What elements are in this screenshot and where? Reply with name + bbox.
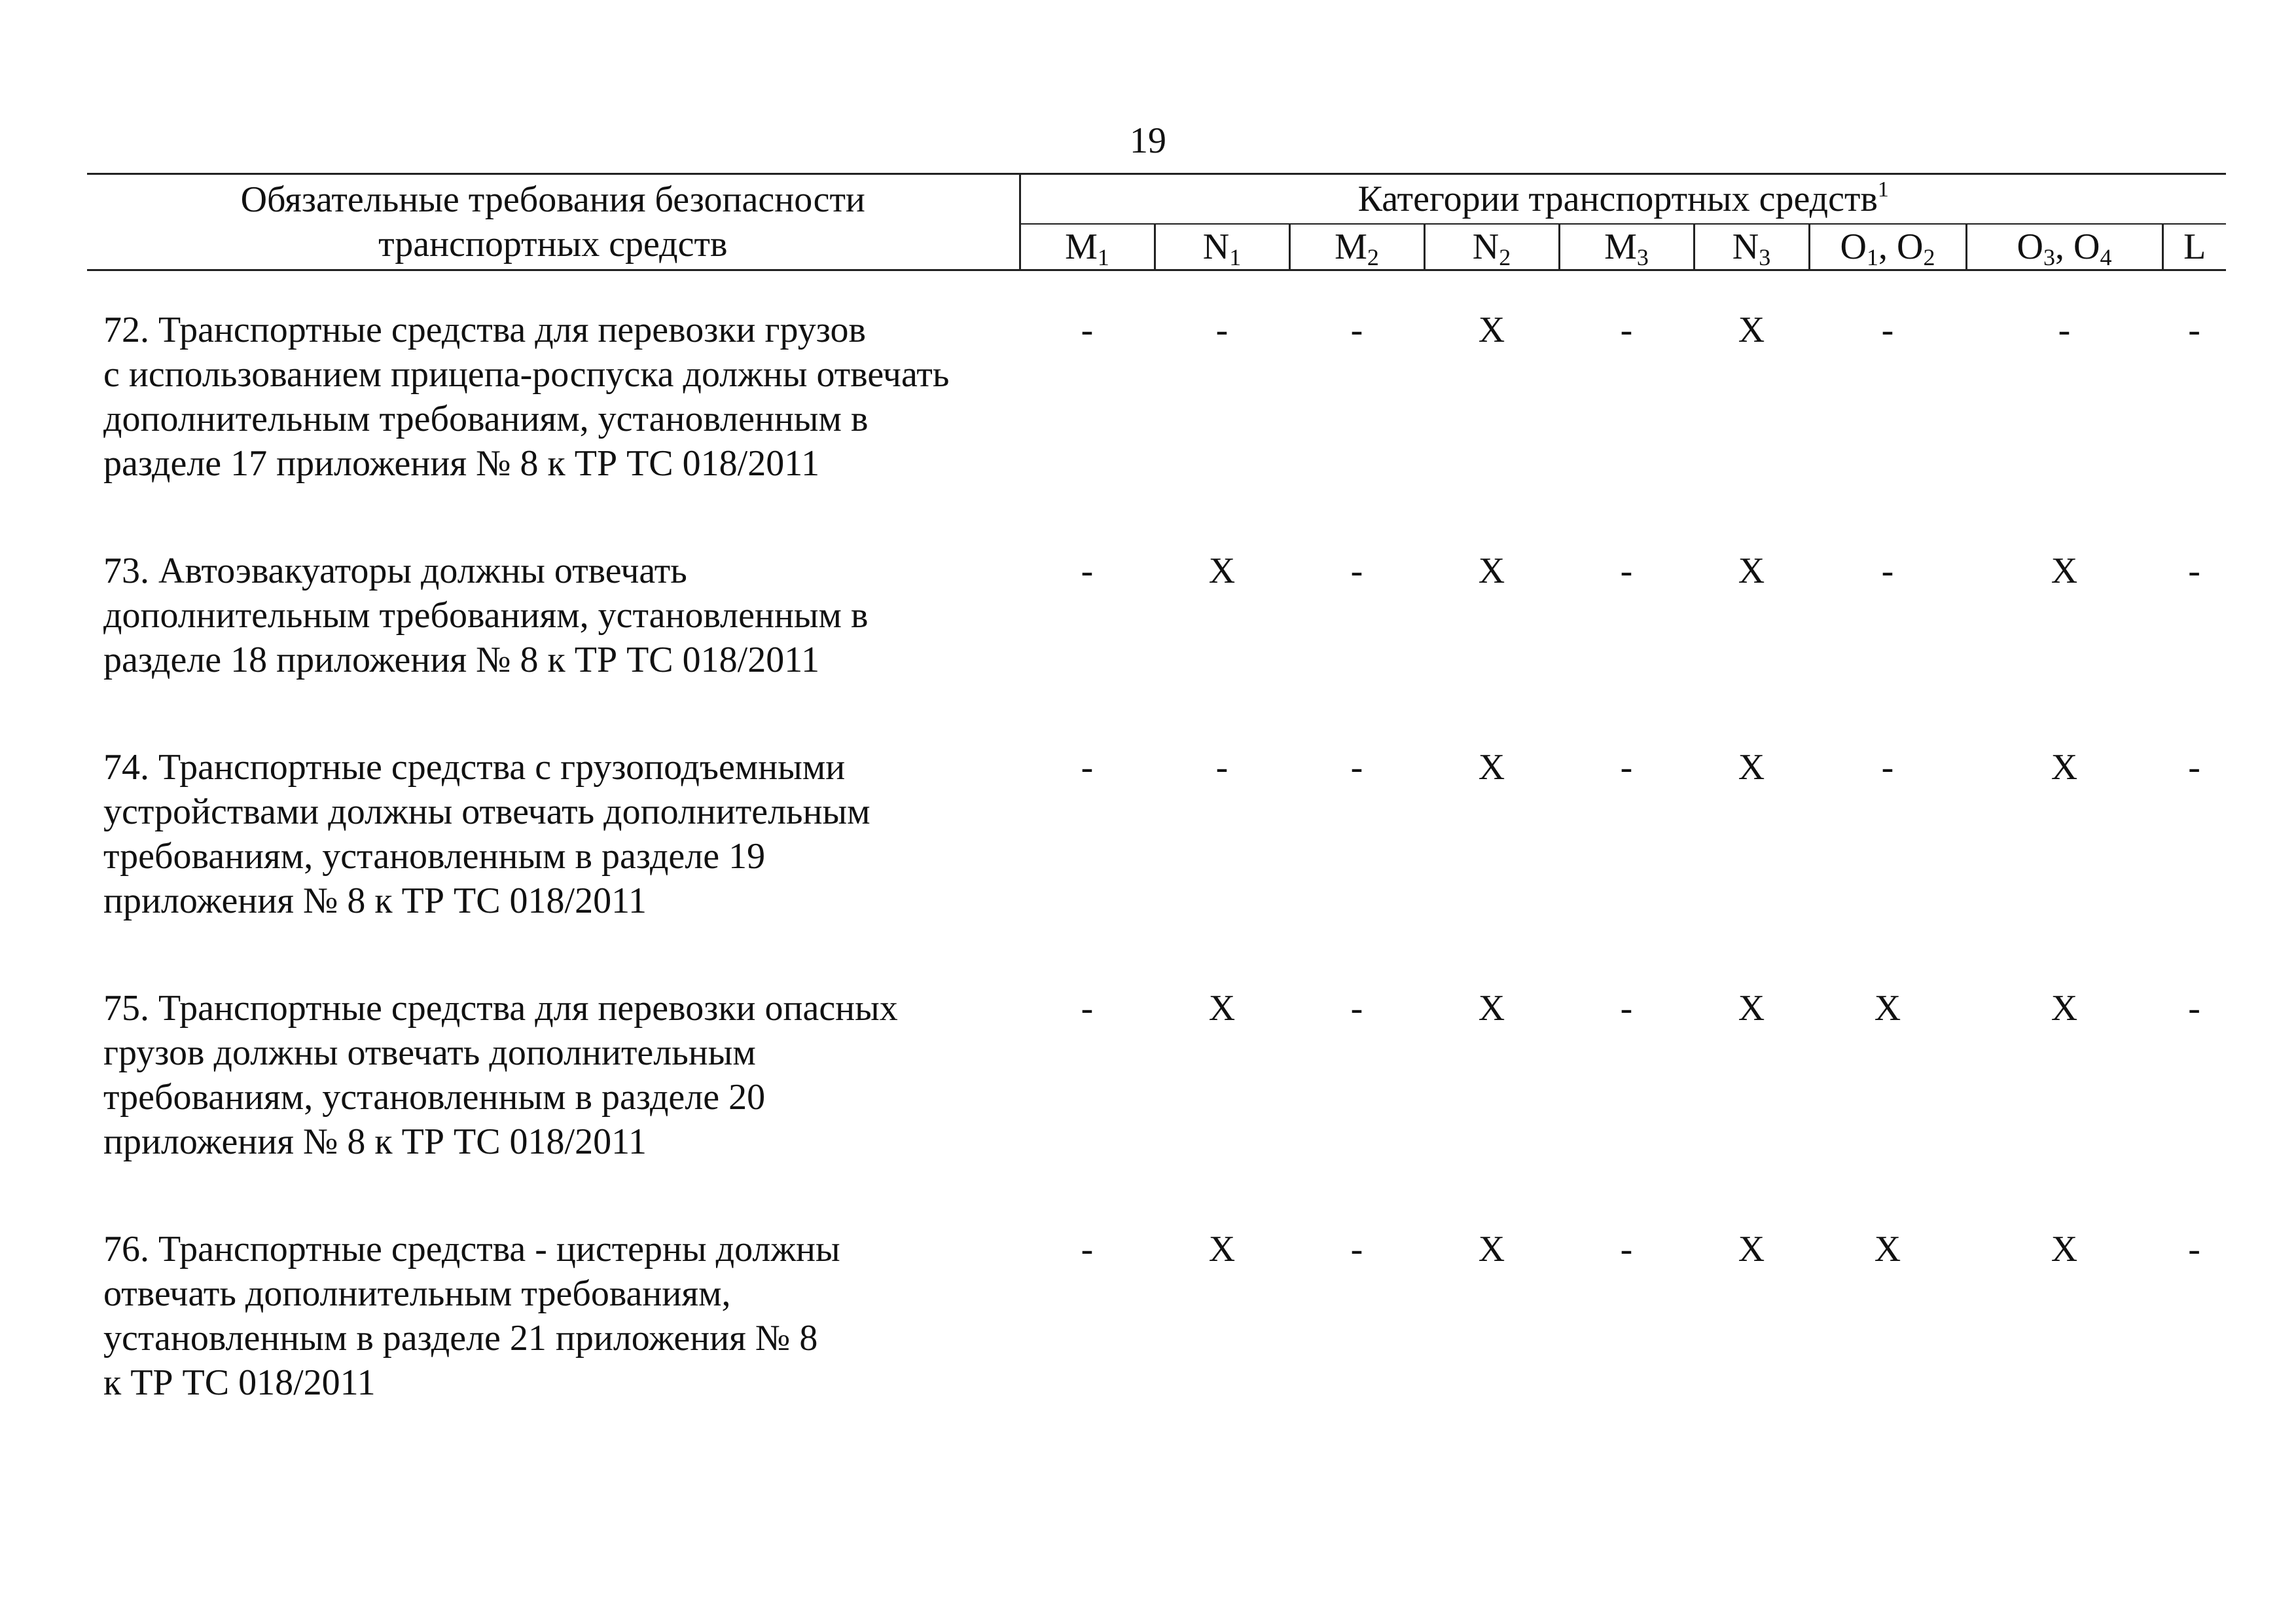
category-subscript: 4 bbox=[2100, 244, 2112, 270]
requirement-line: разделе 18 приложения № 8 к ТР ТС 018/2011 bbox=[103, 640, 820, 680]
categories-header bbox=[1020, 174, 2226, 225]
table-row bbox=[87, 308, 2226, 486]
table-row bbox=[87, 1227, 2226, 1405]
category-mark: - bbox=[1350, 988, 1363, 1029]
category-column-header bbox=[1966, 224, 2162, 270]
category-mark: - bbox=[2188, 551, 2200, 591]
category-mark: X bbox=[1738, 988, 1765, 1029]
category-mark: X bbox=[1874, 1229, 1901, 1269]
category-mark: - bbox=[1881, 551, 1894, 591]
category-separator: , bbox=[2055, 227, 2073, 267]
requirement-line: установленным в разделе 21 приложения № 8 bbox=[103, 1318, 818, 1359]
requirement-line: 76. Транспортные средства - цистерны должны bbox=[103, 1229, 840, 1269]
requirements-header-line2: транспортных средств bbox=[378, 224, 728, 264]
category-mark: - bbox=[1081, 1229, 1094, 1269]
category-subscript: 3 bbox=[1759, 244, 1771, 270]
table-row bbox=[87, 745, 2226, 923]
page-number: 19 bbox=[1130, 120, 1166, 161]
category-base: N bbox=[1732, 227, 1759, 267]
category-subscript: 1 bbox=[1229, 244, 1242, 270]
table-row bbox=[87, 986, 2226, 1164]
categories-title: Категории транспортных средств bbox=[1357, 179, 1878, 219]
category-mark: - bbox=[2058, 310, 2071, 350]
requirement-line: разделе 17 приложения № 8 к ТР ТС 018/2011 bbox=[103, 443, 820, 484]
category-mark: - bbox=[1620, 1229, 1633, 1269]
table-header bbox=[87, 174, 2226, 270]
category-subscript: 2 bbox=[1923, 244, 1935, 270]
category-mark: - bbox=[1215, 310, 1229, 350]
requirement-line: к ТР ТС 018/2011 bbox=[103, 1362, 376, 1403]
category-mark: X bbox=[1874, 988, 1901, 1029]
category-mark: - bbox=[2188, 747, 2200, 788]
category-base: M bbox=[1335, 227, 1367, 267]
requirement-line: устройствами должны отвечать дополнительным bbox=[103, 792, 870, 832]
category-subscript: 3 bbox=[2043, 244, 2055, 270]
category-mark: - bbox=[1881, 310, 1894, 350]
category-column-header bbox=[1559, 224, 1694, 270]
category-mark: X bbox=[1738, 747, 1765, 788]
requirement-line: требованиям, установленным в разделе 20 bbox=[103, 1077, 766, 1118]
requirement-line: 74. Транспортные средства с грузоподъемными bbox=[103, 747, 846, 788]
category-base: M bbox=[1604, 227, 1637, 267]
category-mark: X bbox=[1478, 1229, 1505, 1269]
category-mark: X bbox=[1738, 310, 1765, 350]
category-base: M bbox=[1065, 227, 1098, 267]
category-mark: X bbox=[1738, 551, 1765, 591]
category-mark: - bbox=[1881, 747, 1894, 788]
requirement-text bbox=[87, 308, 1020, 486]
table-body bbox=[87, 270, 2226, 1406]
requirement-line: отвечать дополнительным требованиям, bbox=[103, 1273, 731, 1314]
requirement-text bbox=[87, 1227, 1020, 1405]
category-mark: X bbox=[2051, 551, 2078, 591]
category-column-header bbox=[2162, 224, 2226, 270]
requirement-line: приложения № 8 к ТР ТС 018/2011 bbox=[103, 1122, 647, 1162]
requirement-line: 73. Автоэвакуаторы должны отвечать bbox=[103, 551, 687, 591]
category-subscript: 1 bbox=[1867, 244, 1878, 270]
category-base: L bbox=[2183, 227, 2206, 267]
requirement-line: дополнительным требованиям, установленным в bbox=[103, 595, 869, 636]
requirement-text bbox=[87, 986, 1020, 1164]
category-mark: - bbox=[1620, 988, 1633, 1029]
category-mark: X bbox=[1208, 1229, 1236, 1269]
requirements-header bbox=[87, 174, 1020, 270]
category-mark: X bbox=[2051, 747, 2078, 788]
requirement-line: 75. Транспортные средства для перевозки опасных bbox=[103, 988, 898, 1029]
category-subscript: 2 bbox=[1367, 244, 1379, 270]
category-mark: - bbox=[1620, 310, 1633, 350]
category-column-header bbox=[1289, 224, 1424, 270]
category-base: O bbox=[2017, 227, 2043, 267]
category-mark: - bbox=[1081, 747, 1094, 788]
category-mark: - bbox=[2188, 988, 2200, 1029]
category-mark: - bbox=[1620, 747, 1633, 788]
category-subscript: 2 bbox=[1499, 244, 1511, 270]
category-column-header bbox=[1809, 224, 1966, 270]
category-base: O bbox=[2073, 227, 2100, 267]
category-mark: X bbox=[1208, 988, 1236, 1029]
requirements-table bbox=[87, 173, 2226, 1405]
requirement-text bbox=[87, 745, 1020, 923]
requirement-line: грузов должны отвечать дополнительным bbox=[103, 1032, 756, 1073]
category-column-header bbox=[1155, 224, 1289, 270]
category-mark: - bbox=[1350, 747, 1363, 788]
requirement-line: требованиям, установленным в разделе 19 bbox=[103, 836, 766, 877]
category-mark: - bbox=[1620, 551, 1633, 591]
category-mark: X bbox=[2051, 1229, 2078, 1269]
category-mark: - bbox=[2188, 310, 2200, 350]
requirements-header-line1: Обязательные требования безопасности bbox=[240, 179, 865, 220]
category-subscript: 1 bbox=[1097, 244, 1109, 270]
requirement-line: с использованием прицепа-роспуска должны отвечать bbox=[103, 354, 950, 395]
category-base: O bbox=[1840, 227, 1867, 267]
category-mark: - bbox=[1081, 310, 1094, 350]
category-mark: X bbox=[1208, 551, 1236, 591]
requirement-line: 72. Транспортные средства для перевозки грузов bbox=[103, 310, 866, 350]
category-mark: X bbox=[1478, 988, 1505, 1029]
categories-footnote: 1 bbox=[1877, 177, 1889, 202]
category-mark: X bbox=[1478, 747, 1505, 788]
category-subscript: 3 bbox=[1636, 244, 1649, 270]
requirement-line: приложения № 8 к ТР ТС 018/2011 bbox=[103, 881, 647, 921]
category-mark: - bbox=[2188, 1229, 2200, 1269]
category-mark: X bbox=[1478, 310, 1505, 350]
category-mark: - bbox=[1081, 551, 1094, 591]
category-mark: X bbox=[2051, 988, 2078, 1029]
category-column-header bbox=[1694, 224, 1809, 270]
category-mark: - bbox=[1350, 1229, 1363, 1269]
category-base: N bbox=[1472, 227, 1499, 267]
category-mark: - bbox=[1215, 747, 1229, 788]
requirement-text bbox=[87, 549, 1020, 682]
category-mark: - bbox=[1350, 310, 1363, 350]
requirement-line: дополнительным требованиям, установленным в bbox=[103, 399, 869, 439]
category-base: N bbox=[1202, 227, 1230, 267]
category-separator: , bbox=[1878, 227, 1897, 267]
category-base: O bbox=[1897, 227, 1924, 267]
category-mark: - bbox=[1350, 551, 1363, 591]
category-column-header bbox=[1424, 224, 1559, 270]
category-column-header bbox=[1020, 224, 1155, 270]
table-row bbox=[87, 549, 2226, 682]
category-mark: X bbox=[1738, 1229, 1765, 1269]
category-mark: - bbox=[1081, 988, 1094, 1029]
category-mark: X bbox=[1478, 551, 1505, 591]
